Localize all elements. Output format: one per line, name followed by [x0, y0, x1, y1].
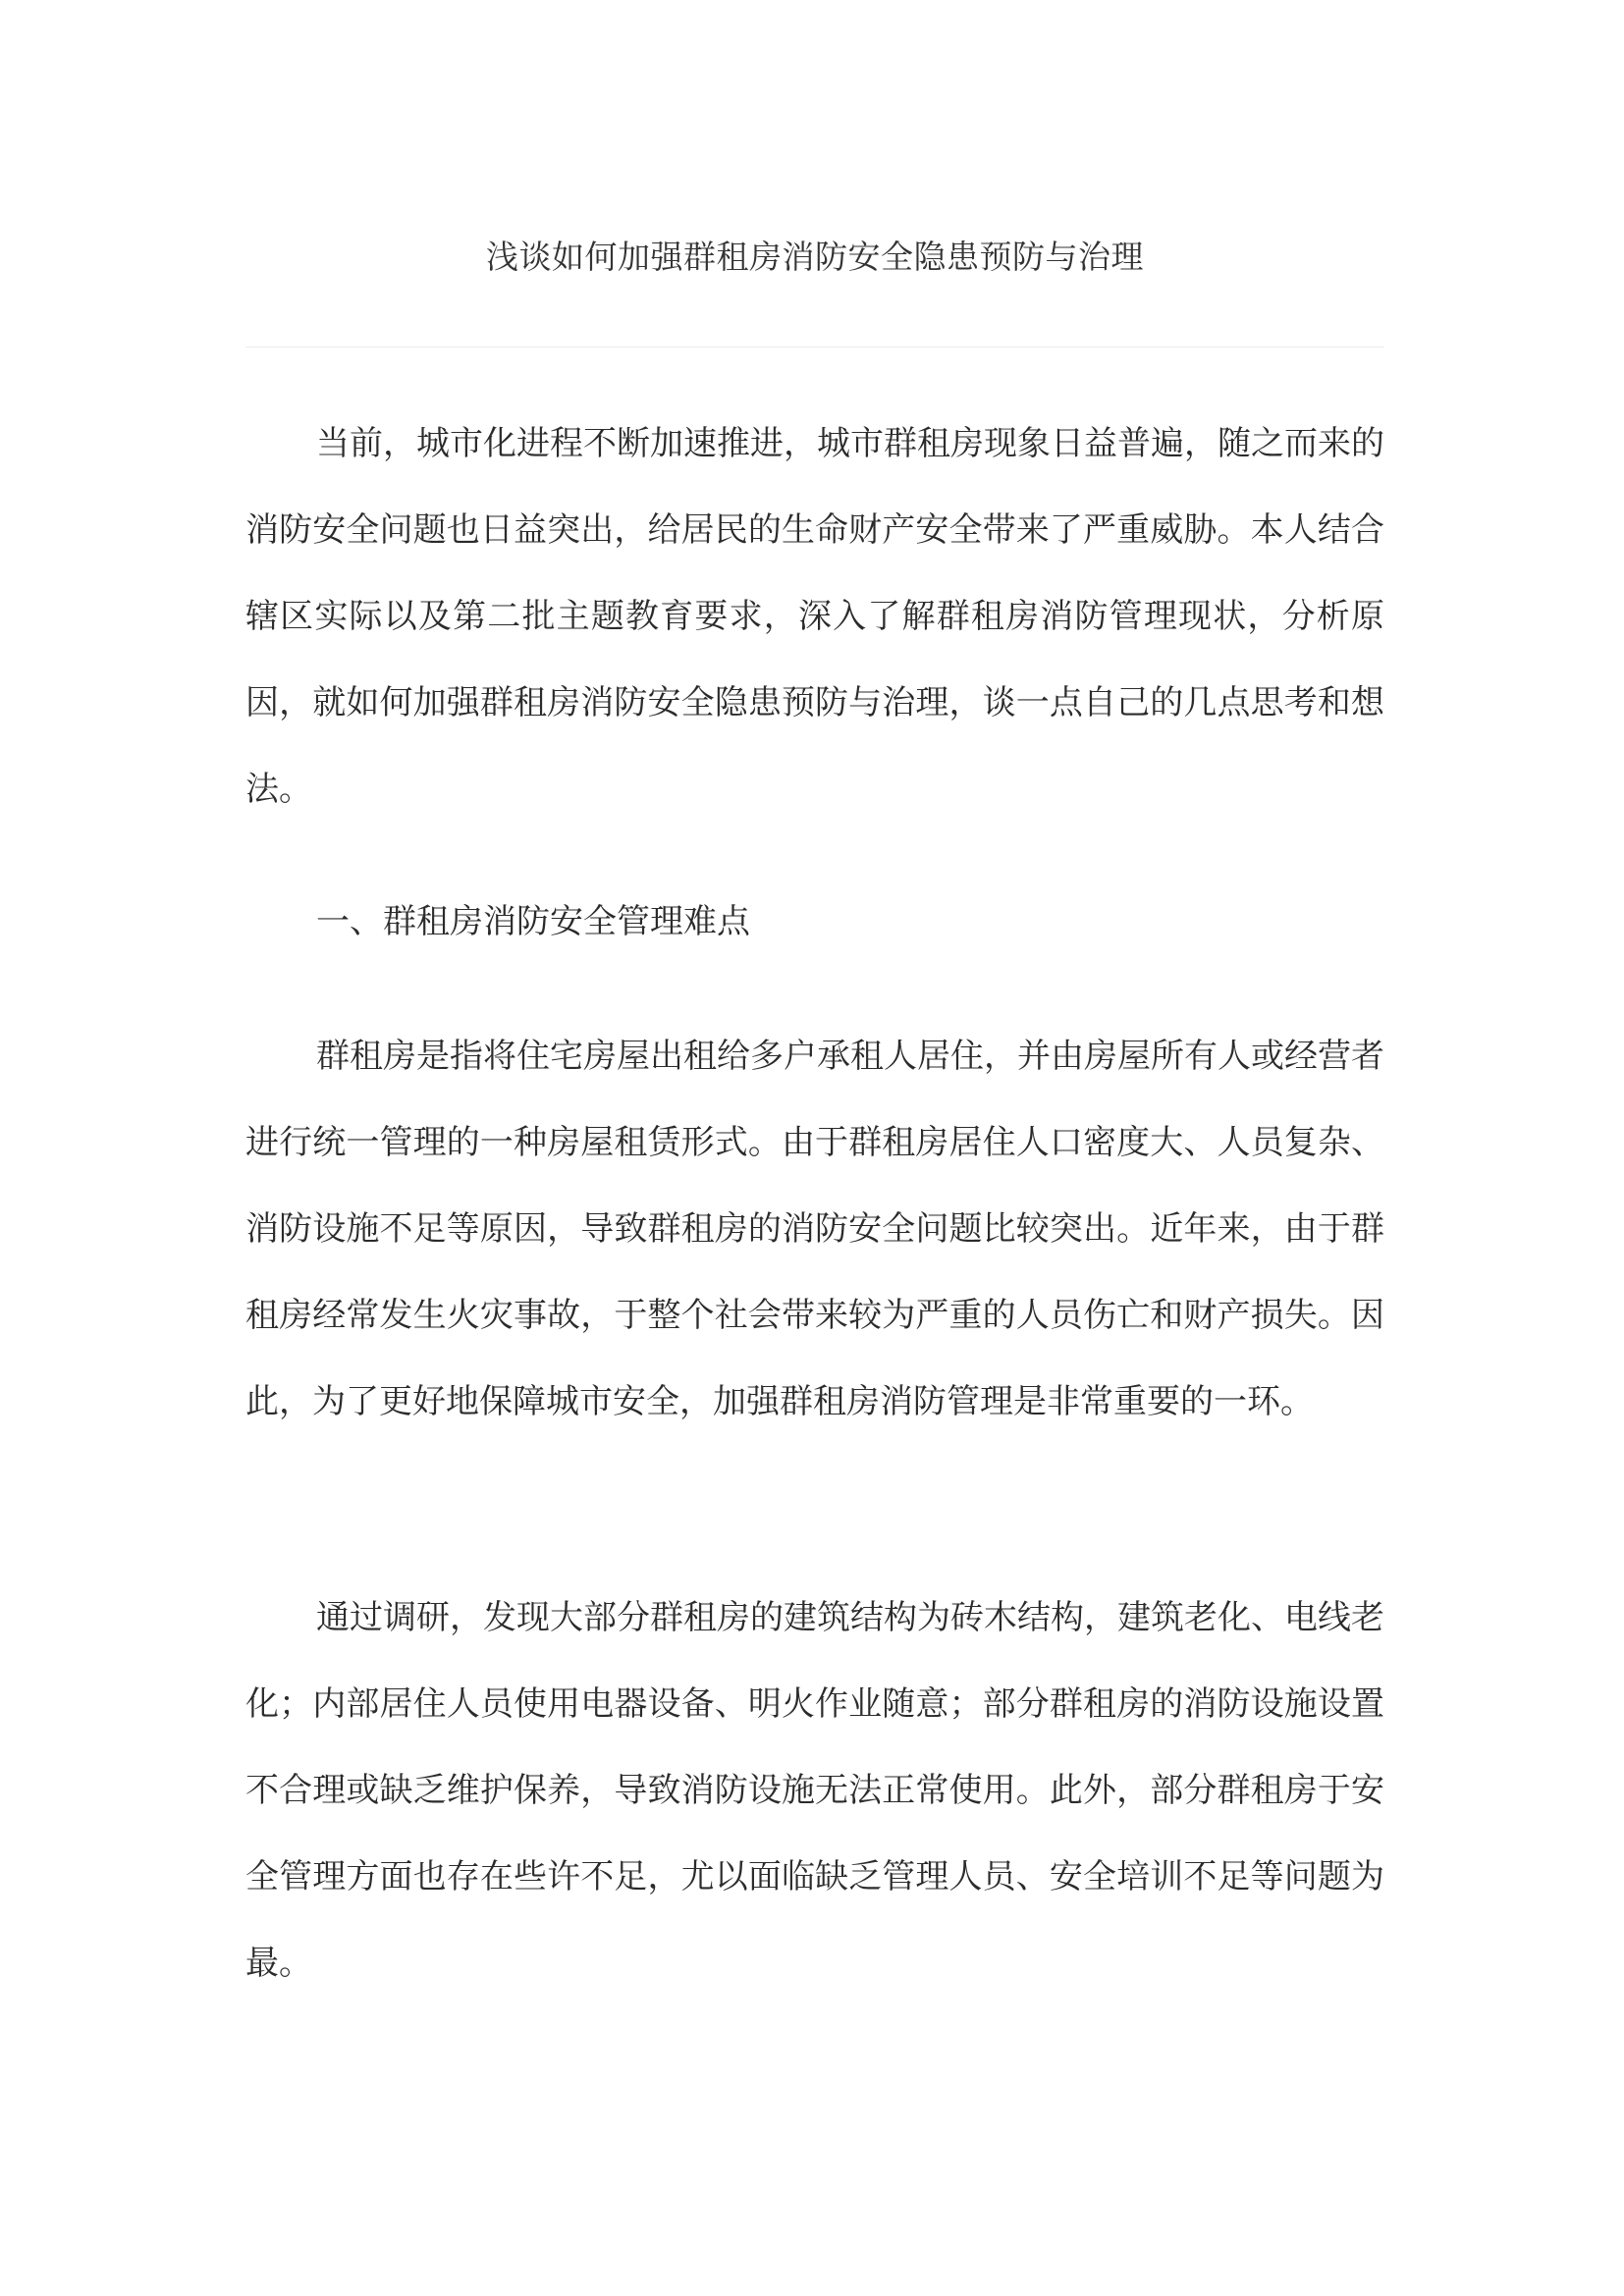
section-1-paragraph-2: 通过调研，发现大部分群租房的建筑结构为砖木结构，建筑老化、电线老化；内部居住人员使用电器设备、明火作业随意；部分群租房的消防设施设置不合理或缺乏维护保养，导致消防设施无法正常使用。此外，部分群租房于安全管理方面也存在些许不足，尤以面临缺乏管理人员、安全培训不足等问题为最。 [245, 1598, 1384, 1983]
document-title: 浅谈如何加强群租房消防安全隐患预防与治理 [486, 238, 1144, 276]
section-heading-1: 一、群租房消防安全管理难点 [316, 902, 750, 941]
intro-paragraph: 当前，城市化进程不断加速推进，城市群租房现象日益普遍，随之而来的消防安全问题也日益突出，给居民的生命财产安全带来了严重威胁。本人结合辖区实际以及第二批主题教育要求，深入了解群租房消防管理现状，分析原因，就如何加强群租房消防安全隐患预防与治理，谈一点自己的几点思考和想法。 [245, 424, 1384, 809]
section-1-paragraph-1: 群租房是指将住宅房屋出租给多户承租人居住，并由房屋所有人或经营者进行统一管理的一种房屋租赁形式。由于群租房居住人口密度大、人员复杂、消防设施不足等原因，导致群租房的消防安全问题比较突出。近年来，由于群租房经常发生火灾事故，于整个社会带来较为严重的人员伤亡和财产损失。因此，为了更好地保障城市安全，加强群租房消防管理是非常重要的一环。 [245, 1037, 1384, 1421]
